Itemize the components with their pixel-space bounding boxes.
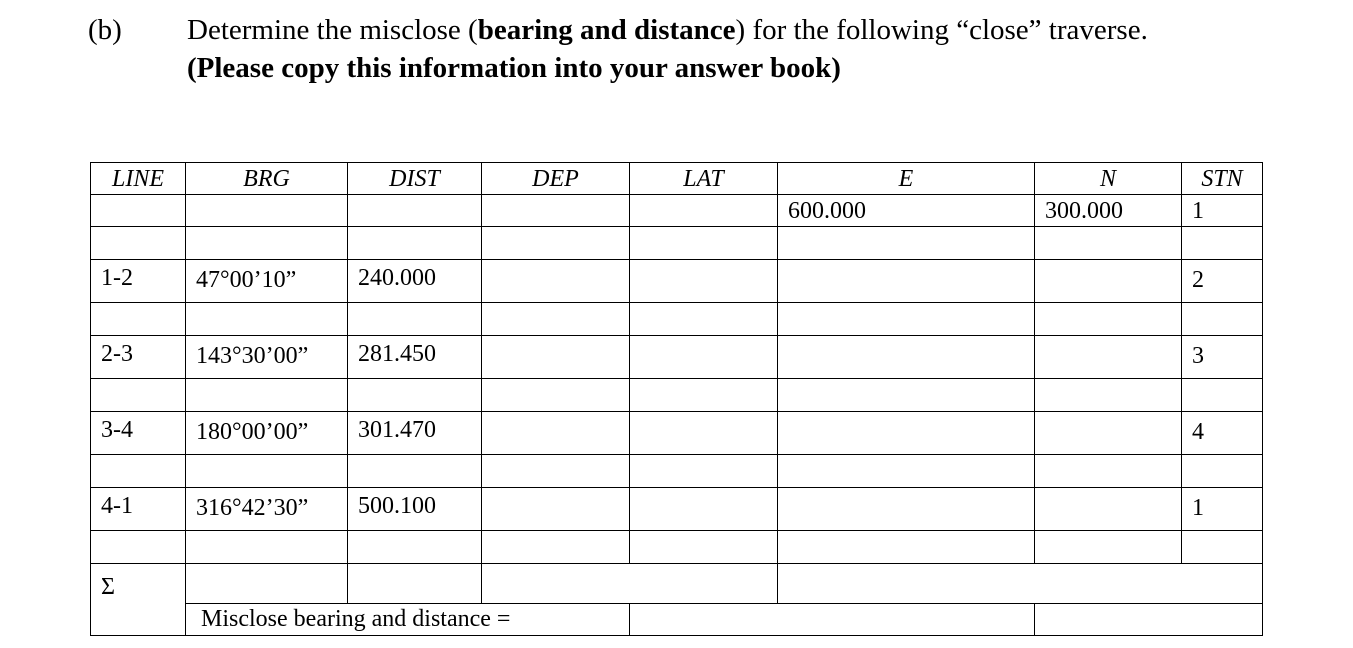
cell	[186, 379, 348, 412]
station-cell: 2	[1182, 260, 1263, 303]
header-line: LINE	[91, 163, 186, 195]
cell	[630, 303, 778, 336]
cell	[348, 531, 482, 564]
cell	[778, 227, 1035, 260]
misclose-bearing-cell	[630, 603, 1035, 635]
start-station: 1	[1182, 195, 1263, 227]
question-text-start: Determine the misclose (	[187, 14, 478, 46]
cell	[630, 488, 778, 531]
cell	[186, 195, 348, 227]
cell	[630, 260, 778, 303]
misclose-distance-cell	[1035, 603, 1263, 635]
distance-cell: 500.100	[348, 488, 482, 531]
misclose-row	[91, 603, 1263, 635]
table-row	[91, 412, 1263, 455]
cell	[91, 603, 186, 635]
cell	[348, 195, 482, 227]
line-cell: 2-3	[91, 336, 186, 379]
cell	[91, 531, 186, 564]
bearing-cell: 143°30’00”	[186, 336, 348, 379]
gap-row	[91, 379, 1263, 412]
cell	[778, 564, 1263, 604]
cell	[1182, 379, 1263, 412]
traverse-table	[90, 162, 1263, 636]
start-northing: 300.000	[1035, 195, 1182, 227]
cell	[778, 379, 1035, 412]
cell	[482, 531, 630, 564]
cell	[1035, 412, 1182, 455]
copy-instruction: (Please copy this information into your answer book)	[187, 52, 841, 84]
cell	[1035, 455, 1182, 488]
gap-row	[91, 303, 1263, 336]
cell	[348, 455, 482, 488]
distance-cell: 240.000	[348, 260, 482, 303]
question-text-end: ) for the following “close” traverse.	[735, 14, 1148, 46]
cell	[348, 564, 482, 604]
bearing-cell: 180°00’00”	[186, 412, 348, 455]
line-cell: 3-4	[91, 412, 186, 455]
cell	[186, 531, 348, 564]
cell	[91, 195, 186, 227]
cell	[778, 303, 1035, 336]
cell	[630, 227, 778, 260]
cell	[482, 195, 630, 227]
sum-symbol: Σ	[91, 564, 186, 604]
cell	[91, 303, 186, 336]
table-row	[91, 488, 1263, 531]
cell	[1035, 531, 1182, 564]
cell	[482, 227, 630, 260]
header-stn: STN	[1182, 163, 1263, 195]
cell	[1035, 260, 1182, 303]
cell	[1182, 455, 1263, 488]
cell	[1035, 379, 1182, 412]
cell	[482, 488, 630, 531]
gap-row	[91, 455, 1263, 488]
cell	[482, 412, 630, 455]
cell	[630, 379, 778, 412]
cell	[1182, 531, 1263, 564]
table-row	[91, 260, 1263, 303]
cell	[630, 195, 778, 227]
header-brg: BRG	[186, 163, 348, 195]
header-dist: DIST	[348, 163, 482, 195]
cell	[91, 379, 186, 412]
cell	[778, 260, 1035, 303]
cell	[1035, 227, 1182, 260]
cell	[778, 412, 1035, 455]
header-dep: DEP	[482, 163, 630, 195]
gap-row	[91, 531, 1263, 564]
cell	[1035, 336, 1182, 379]
cell	[630, 531, 778, 564]
cell	[482, 260, 630, 303]
line-cell: 1-2	[91, 260, 186, 303]
cell	[186, 227, 348, 260]
station-cell: 3	[1182, 336, 1263, 379]
station-cell: 1	[1182, 488, 1263, 531]
cell	[1182, 303, 1263, 336]
cell	[482, 564, 778, 604]
distance-cell: 301.470	[348, 412, 482, 455]
gap-row	[91, 227, 1263, 260]
cell	[1035, 303, 1182, 336]
misclose-label: Misclose bearing and distance =	[186, 603, 630, 635]
cell	[778, 455, 1035, 488]
cell	[630, 336, 778, 379]
station-cell: 4	[1182, 412, 1263, 455]
cell	[186, 564, 348, 604]
line-cell: 4-1	[91, 488, 186, 531]
question-label: (b)	[88, 14, 122, 46]
cell	[186, 303, 348, 336]
cell	[482, 379, 630, 412]
bearing-cell: 316°42’30”	[186, 488, 348, 531]
cell	[348, 303, 482, 336]
cell	[348, 227, 482, 260]
header-e: E	[778, 163, 1035, 195]
start-easting: 600.000	[778, 195, 1035, 227]
cell	[778, 336, 1035, 379]
cell	[91, 455, 186, 488]
question-text-bold: bearing and distance	[477, 14, 736, 46]
distance-cell: 281.450	[348, 336, 482, 379]
cell	[482, 303, 630, 336]
cell	[1035, 488, 1182, 531]
cell	[482, 455, 630, 488]
cell	[348, 379, 482, 412]
header-lat: LAT	[630, 163, 778, 195]
cell	[630, 412, 778, 455]
cell	[186, 455, 348, 488]
sum-row	[91, 564, 1263, 604]
cell	[1182, 227, 1263, 260]
cell	[482, 336, 630, 379]
cell	[630, 455, 778, 488]
bearing-cell: 47°00’10”	[186, 260, 348, 303]
table-row	[91, 336, 1263, 379]
cell	[778, 488, 1035, 531]
question-text	[187, 14, 1148, 47]
cell	[91, 227, 186, 260]
start-row	[91, 195, 1263, 227]
cell	[778, 531, 1035, 564]
header-n: N	[1035, 163, 1182, 195]
header-row	[91, 163, 1263, 195]
